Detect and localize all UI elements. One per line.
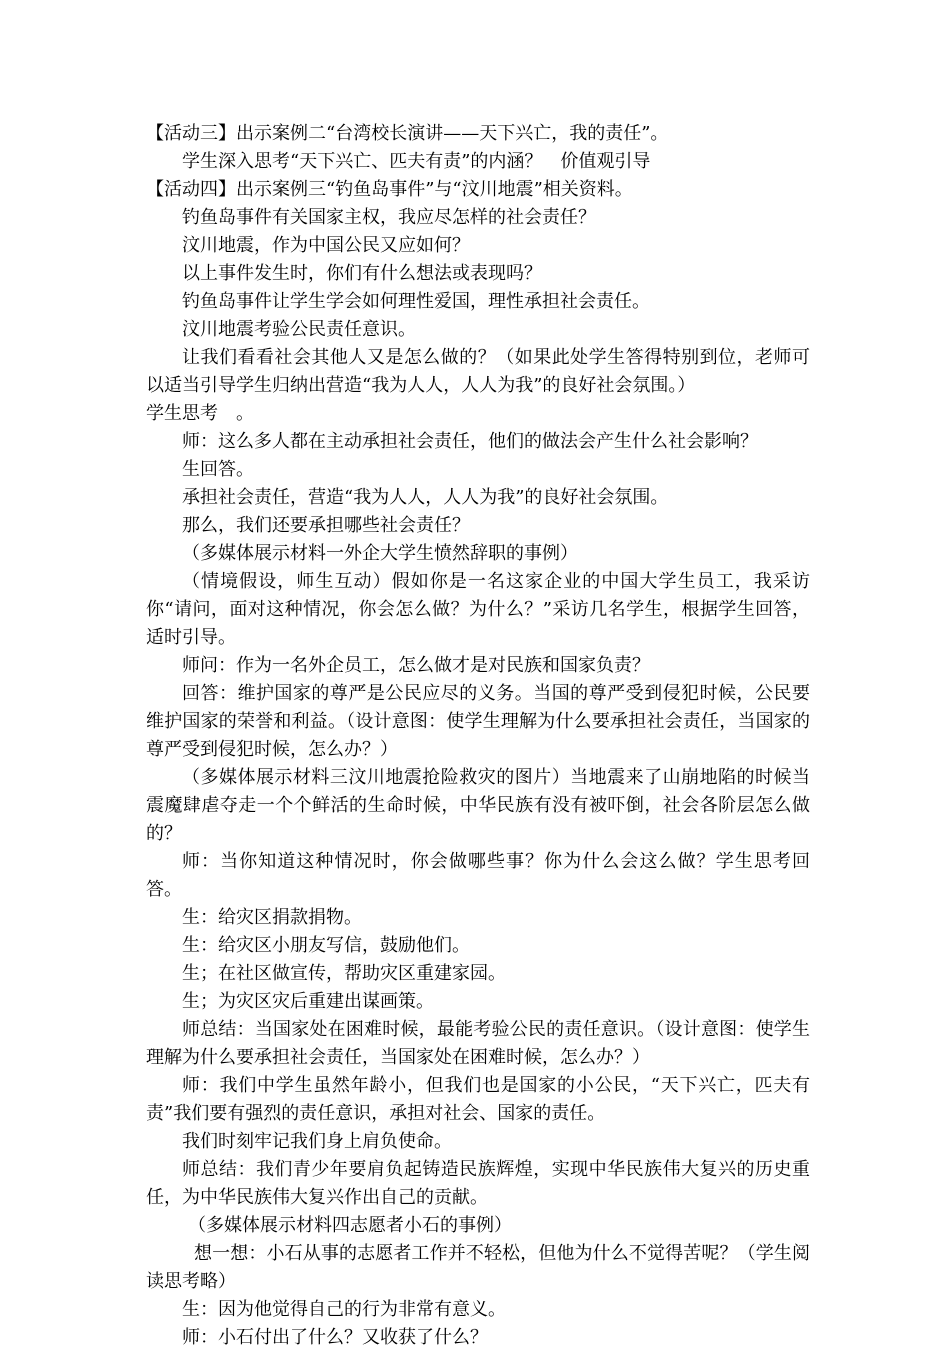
paragraph: 承担社会责任，营造“我为人人，人人为我”的良好社会氛围。 bbox=[182, 487, 669, 508]
paragraph: 钓鱼岛事件有关国家主权，我应尽怎样的社会责任？ bbox=[182, 207, 596, 228]
paragraph: 让我们看看社会其他人又是怎么做的？（如果此处学生答得特别到位，老师可以适当引导学生归纳出营造“我为人人，人人为我”的良好社会氛围。） bbox=[146, 347, 810, 396]
paragraph: 学生深入思考“天下兴亡、匹夫有责”的内涵？ 价值观引导 bbox=[182, 151, 651, 172]
paragraph: 师：这么多人都在主动承担社会责任，他们的做法会产生什么社会影响？ bbox=[182, 431, 758, 452]
paragraph: 我们时刻牢记我们身上肩负使命。 bbox=[182, 1131, 452, 1152]
paragraph-multimedia-material-four: （多媒体展示材料四志愿者小石的事例） bbox=[188, 1215, 512, 1236]
paragraph: 师：当你知道这种情况时，你会做哪些事？你为什么会这么做？学生思考回答。 bbox=[146, 851, 810, 900]
paragraph-activity-four: 【活动四】出示案例三“钓鱼岛事件”与“汶川地震”相关资料。 bbox=[146, 179, 633, 200]
paragraph-multimedia-material-three: （多媒体展示材料三汶川地震抢险救灾的图片）当地震来了山崩地陷的时候当震魔肆虐夺走一个个鲜活的生命时候，中华民族有没有被吓倒，社会各阶层怎么做的？ bbox=[146, 767, 810, 844]
paragraph-multimedia-material-one: （多媒体展示材料一外企大学生愤然辞职的事例） bbox=[182, 543, 578, 564]
paragraph: 生；为灾区灾后重建出谋画策。 bbox=[182, 991, 434, 1012]
paragraph: 回答：维护国家的尊严是公民应尽的义务。当国的尊严受到侵犯时候，公民要维护国家的荣誉和利益。（设计意图：使学生理解为什么要承担社会责任，当国家的尊严受到侵犯时候，怎么办？） bbox=[146, 683, 810, 760]
paragraph: 师问：作为一名外企员工，怎么做才是对民族和国家负责？ bbox=[182, 655, 650, 676]
paragraph: 那么，我们还要承担哪些社会责任？ bbox=[182, 515, 470, 536]
paragraph: 生；在社区做宣传，帮助灾区重建家园。 bbox=[182, 963, 506, 984]
paragraph: 师：小石付出了什么？又收获了什么？ bbox=[182, 1327, 488, 1348]
paragraph: 想一想：小石从事的志愿者工作并不轻松，但他为什么不觉得苦呢？（学生阅读思考略） bbox=[146, 1243, 810, 1292]
paragraph: 钓鱼岛事件让学生学会如何理性爱国，理性承担社会责任。 bbox=[182, 291, 650, 312]
paragraph: 汶川地震考验公民责任意识。 bbox=[182, 319, 416, 340]
paragraph: 生：因为他觉得自己的行为非常有意义。 bbox=[182, 1299, 506, 1320]
paragraph: 生：给灾区小朋友写信，鼓励他们。 bbox=[182, 935, 470, 956]
paragraph: 学生思考 。 bbox=[146, 403, 254, 424]
paragraph-activity-three: 【活动三】出示案例二“台湾校长演讲——天下兴亡，我的责任”。 bbox=[146, 123, 669, 144]
paragraph: （情境假设，师生互动）假如你是一名这家企业的中国大学生员工，我采访你“请问，面对这种情况，你会怎么做？为什么？”采访几名学生，根据学生回答，适时引导。 bbox=[146, 571, 810, 648]
paragraph: 生：给灾区捐款捐物。 bbox=[182, 907, 362, 928]
paragraph: 师总结：我们青少年要肩负起铸造民族辉煌，实现中华民族伟大复兴的历史重任，为中华民族伟大复兴作出自己的贡献。 bbox=[146, 1159, 810, 1208]
paragraph: 师总结：当国家处在困难时候，最能考验公民的责任意识。（设计意图：使学生理解为什么要承担社会责任，当国家处在困难时候，怎么办？） bbox=[146, 1019, 810, 1068]
paragraph: 以上事件发生时，你们有什么想法或表现吗？ bbox=[182, 263, 542, 284]
paragraph: 汶川地震，作为中国公民又应如何？ bbox=[182, 235, 470, 256]
paragraph: 生回答。 bbox=[182, 459, 254, 480]
paragraph: 师：我们中学生虽然年龄小，但我们也是国家的小公民，“天下兴亡，匹夫有责”我们要有强烈的责任意识，承担对社会、国家的责任。 bbox=[146, 1075, 810, 1124]
document-body bbox=[146, 120, 810, 1352]
